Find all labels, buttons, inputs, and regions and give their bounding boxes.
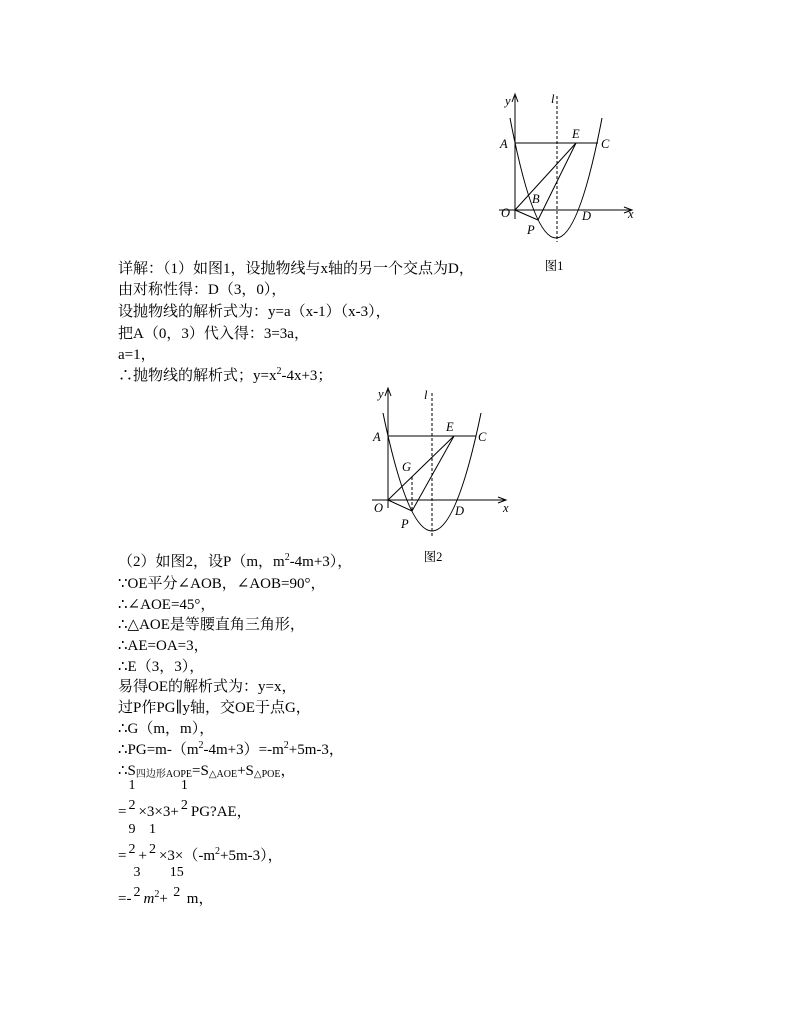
subscript: △AOE [208,769,238,780]
figure-2 [365,383,515,568]
fraction [128,776,135,816]
solution-line-9: ∴∠AOE=45°， [118,597,216,613]
fraction-denominator: 2 [133,885,141,900]
label-p: P [527,223,535,237]
label-e: E [446,420,454,434]
fraction-numerator: 9 [128,822,136,837]
subscript: △POE [253,769,281,780]
fraction [170,863,184,903]
fraction [149,820,156,860]
solution-line-20 [118,863,213,908]
solution-line-6 [118,367,332,385]
label-l: l [551,92,555,106]
fraction-numerator: 1 [148,822,156,837]
label-x: x [628,207,634,221]
solution-line-2: 由对称性得：D（3，0）， [118,282,287,298]
label-o: O [374,501,384,515]
figure-1-caption: 图1 [544,259,564,273]
solution-line-7 [118,553,352,571]
label-o: O [501,206,511,220]
solution-line-10: ∴△AOE是等腰直角三角形， [118,617,305,633]
fraction [181,776,188,816]
exponent: 2 [284,552,290,563]
figure-1 [495,88,645,278]
text-segment: ， [280,763,296,779]
segment-oe [515,143,576,210]
label-c: C [601,137,610,151]
solution-line-8: ∵OE平分∠AOB，∠AOB=90°， [118,576,326,592]
label-y: y [505,94,511,108]
text-segment: = [118,848,127,864]
exponent: 2 [215,846,221,857]
segment-op [388,500,412,511]
solution-line-13: 易得OE的解析式为：y=x， [118,679,297,695]
solution-line-5: a=1， [118,347,156,363]
solution-line-3: 设抛物线的解析式为：y=a（x-1）（x-3）， [118,304,391,320]
text-segment: = [118,804,127,820]
fraction-numerator: 15 [169,865,184,880]
solution-line-12: ∴E（3，3）， [118,659,205,675]
label-b: B [532,192,540,206]
solution-line-18 [118,776,252,821]
label-a: A [373,430,381,444]
text-segment: + [138,848,147,864]
label-d: D [455,504,465,518]
text-segment: + [159,891,168,907]
exponent: 2 [283,740,289,751]
text-segment: ×3×3+ [138,804,179,820]
label-l: l [424,388,428,402]
fraction-denominator: 2 [180,798,188,813]
exponent: 2 [154,889,160,900]
text-segment: ×3×（-m [158,848,216,864]
text-segment: （2）如图2，设P（m，m [118,554,285,570]
label-c: C [478,430,487,444]
text-segment: -4x+3； [281,368,333,384]
solution-line-11: ∴AE=OA=3， [118,638,209,654]
text-segment: =- [118,891,132,907]
label-g: G [402,460,412,474]
variable-m: m [143,891,155,907]
solution-line-4: 把A（0，3）代入得：3=3a， [118,326,309,342]
exponent: 2 [198,740,204,751]
text-segment: +S [237,763,254,779]
label-p: P [401,517,409,531]
fraction-numerator: 3 [133,865,141,880]
fraction [133,863,140,903]
fraction-numerator: 1 [180,778,188,793]
segment-oe [388,436,454,500]
text-segment: m， [186,891,214,907]
fraction-denominator: 2 [128,798,136,813]
text-segment: +5m-3， [288,742,344,758]
solution-line-1: 详解：（1）如图1，设抛物线与x轴的另一个交点为D， [118,261,474,277]
text-segment: =S [192,763,209,779]
text-segment: ∴PG=m-（m [118,742,199,758]
text-segment: -4m+3）， [289,554,353,570]
label-d: D [582,209,592,223]
fraction-denominator: 2 [148,842,156,857]
solution-line-15: ∴G（m，m）， [118,721,215,737]
fraction-denominator: 2 [128,842,136,857]
text-segment: +5m-3）， [220,848,283,864]
solution-line-14: 过P作PG∥y轴，交OE于点G， [118,700,311,716]
text-segment: ∴S [118,763,136,779]
solution-line-16 [118,741,344,759]
label-y: y [378,387,384,401]
fraction-denominator: 2 [173,885,181,900]
text-segment: ∴抛物线的解析式；y=x [118,368,277,384]
fraction-numerator: 1 [128,778,136,793]
text-segment: PG?AE， [190,804,252,820]
solution-line-19 [118,820,283,865]
label-e: E [572,127,580,141]
figure-2-caption: 图2 [423,550,443,564]
subscript: 四边形AOPE [135,769,193,780]
fraction [128,820,135,860]
label-x: x [503,501,509,515]
label-a: A [500,137,508,151]
text-segment: -4m+3）=-m [203,742,284,758]
exponent: 2 [276,366,282,377]
